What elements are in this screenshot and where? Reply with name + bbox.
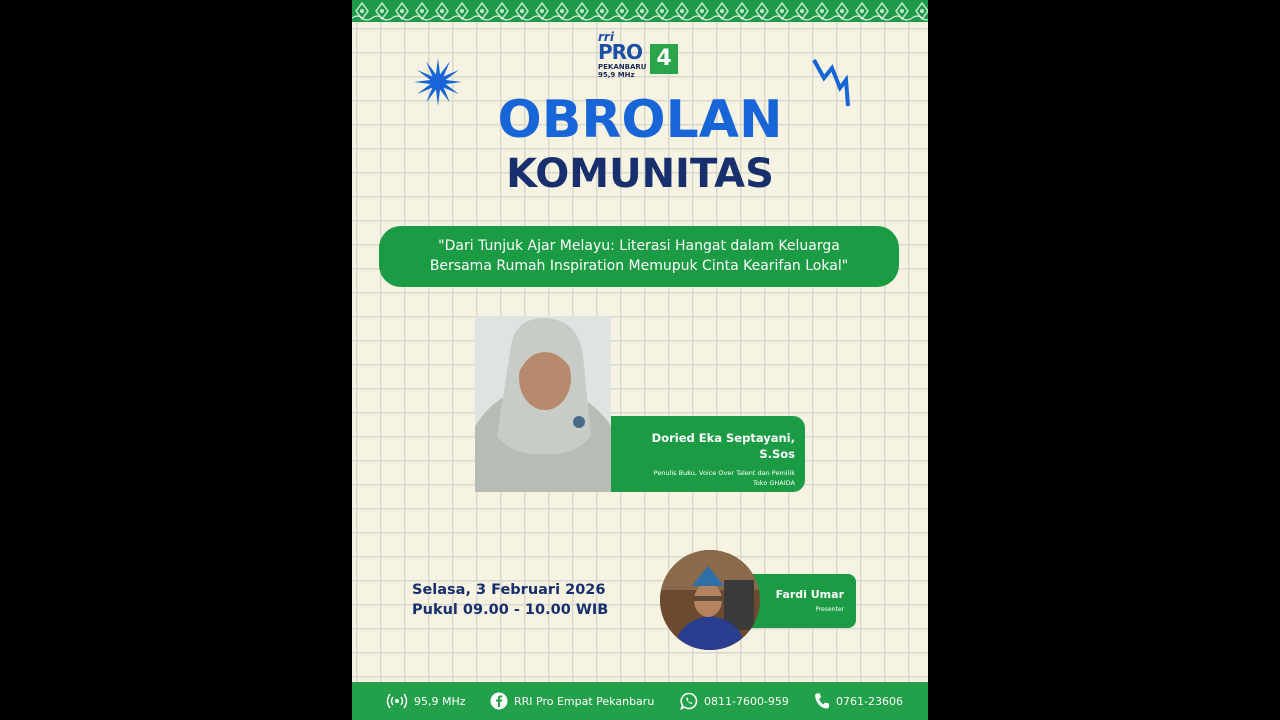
footer-phone-number: 0761-23606	[836, 694, 903, 708]
footer-radio	[386, 682, 466, 720]
radio-wave-icon	[386, 692, 408, 710]
topic-banner	[379, 226, 899, 287]
presenter-name: Fardi Umar	[775, 588, 844, 601]
logo-pro-text: PRO	[598, 40, 643, 64]
guest-card	[611, 416, 805, 492]
title-komunitas: KOMUNITAS	[506, 151, 774, 197]
topic-line-2: Bersama Rumah Inspiration Memupuk Cinta Kearifan Lokal"	[429, 258, 849, 274]
presenter-photo	[660, 550, 760, 650]
logo-caption	[598, 63, 646, 79]
footer-whatsapp[interactable]	[680, 682, 789, 720]
topic-line-1: "Dari Tunjuk Ajar Melayu: Literasi Hangat dalam Keluarga	[438, 238, 840, 254]
logo-rri-text: rri	[598, 30, 614, 44]
footer-facebook-label: RRI Pro Empat Pekanbaru	[514, 694, 655, 708]
footer-whatsapp-number: 0811-7600-959	[704, 694, 789, 708]
guest-name: Doried Eka Septayani, S.Sos	[651, 431, 795, 461]
phone-icon	[814, 692, 830, 710]
schedule	[412, 580, 622, 620]
guest-photo	[475, 316, 611, 492]
schedule-time: Pukul 09.00 - 10.00 WIB	[412, 602, 609, 618]
presenter-role: Presenter	[815, 606, 844, 613]
logo-channel-number: 4	[650, 44, 678, 74]
whatsapp-icon	[680, 692, 698, 710]
poster	[352, 0, 928, 720]
footer-frequency: 95,9 MHz	[414, 694, 466, 708]
ornament-border	[352, 0, 928, 22]
footer-bar	[352, 682, 928, 720]
guest-role: Penulis Buku, Voice Over Talent dan Pemilik Toko GHAIDA	[653, 469, 795, 487]
schedule-date: Selasa, 3 Februari 2026	[412, 582, 606, 598]
logo-city: PEKANBARU	[598, 63, 647, 71]
footer-facebook[interactable]	[490, 682, 654, 720]
presenter-card	[748, 574, 856, 628]
facebook-icon	[490, 692, 508, 710]
title-obrolan: OBROLAN	[497, 90, 783, 150]
rri-pro4-logo	[598, 30, 688, 80]
logo-frequency: 95,9 MHz	[598, 71, 635, 79]
footer-phone[interactable]	[814, 682, 903, 720]
